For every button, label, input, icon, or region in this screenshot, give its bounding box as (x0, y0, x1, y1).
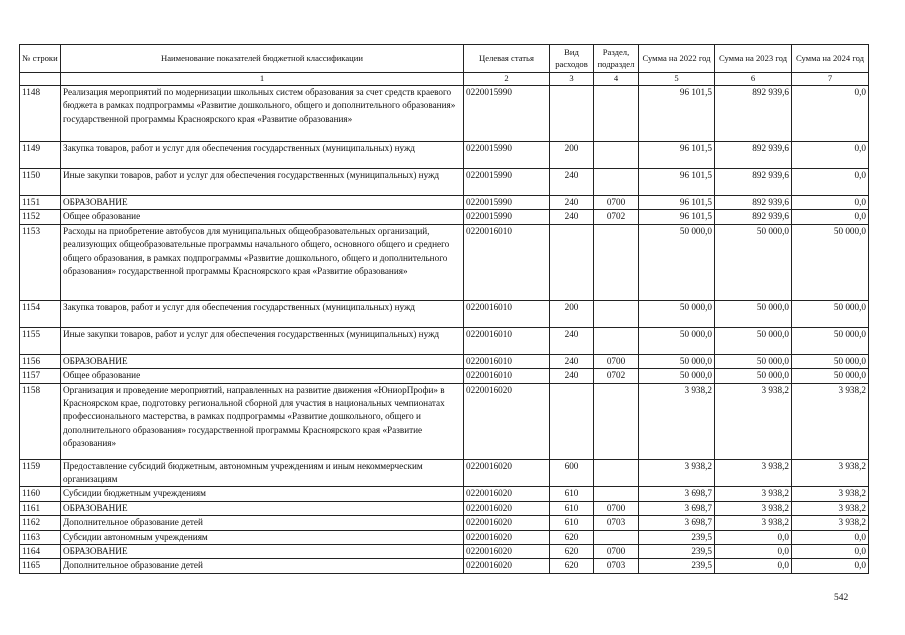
header-name: Наименование показателей бюджетной классификации (61, 45, 464, 73)
row-number: 1157 (20, 369, 61, 383)
row-sum-2023: 50 000,0 (715, 300, 792, 327)
row-target: 0220016010 (464, 369, 550, 383)
row-name: Закупка товаров, работ и услуг для обеспечения государственных (муниципальных) нужд (61, 142, 464, 169)
row-section (594, 86, 639, 142)
header-row (20, 45, 869, 73)
row-sum-2024: 0,0 (792, 86, 869, 142)
table-row (20, 142, 869, 169)
row-name: Закупка товаров, работ и услуг для обеспечения государственных (муниципальных) нужд (61, 300, 464, 327)
column-number: 1 (61, 73, 464, 86)
row-number: 1160 (20, 487, 61, 501)
table-row (20, 169, 869, 196)
column-number: 7 (792, 73, 869, 86)
row-name: Дополнительное образование детей (61, 559, 464, 573)
row-sum-2022: 50 000,0 (639, 300, 715, 327)
table-row (20, 327, 869, 354)
row-target: 0220016010 (464, 327, 550, 354)
row-target: 0220015990 (464, 196, 550, 210)
row-name: Реализация мероприятий по модернизации школьных систем образования за счет средств краевого бюджета в рамках подпрограммы «Развитие дошкольного, общего и дополнительного образования» государственной программы Красноярского края «Развитие образования» (61, 86, 464, 142)
row-number: 1161 (20, 501, 61, 515)
row-sum-2024: 3 938,2 (792, 516, 869, 530)
row-number: 1150 (20, 169, 61, 196)
row-sum-2024: 0,0 (792, 142, 869, 169)
table-row (20, 545, 869, 559)
row-name: Общее образование (61, 210, 464, 224)
row-sum-2023: 3 938,2 (715, 383, 792, 459)
row-target: 0220016010 (464, 354, 550, 368)
budget-table (19, 44, 869, 574)
row-section (594, 530, 639, 544)
row-sum-2023: 50 000,0 (715, 224, 792, 300)
row-expense-type: 620 (550, 545, 594, 559)
row-name: Организация и проведение мероприятий, направленных на развитие движения «ЮниорПрофи» в Красноярском крае, подготовку региональной сборной для участия в национальных чемпионатах профессионального мастерства, в рамках подпрограммы «Развитие дошкольного, общего и дополнительного образования» государственной программы Красноярского края «Развитие образования» (61, 383, 464, 459)
row-number: 1164 (20, 545, 61, 559)
row-sum-2023: 892 939,6 (715, 210, 792, 224)
header-row-no: № строки (20, 45, 61, 73)
table-row (20, 300, 869, 327)
row-section (594, 383, 639, 459)
row-sum-2023: 3 938,2 (715, 487, 792, 501)
header-target: Целевая статья (464, 45, 550, 73)
row-sum-2024: 50 000,0 (792, 354, 869, 368)
row-sum-2022: 50 000,0 (639, 224, 715, 300)
row-sum-2024: 0,0 (792, 210, 869, 224)
row-sum-2024: 0,0 (792, 530, 869, 544)
row-target: 0220016020 (464, 530, 550, 544)
row-sum-2024: 3 938,2 (792, 487, 869, 501)
table-row (20, 369, 869, 383)
row-sum-2024: 3 938,2 (792, 383, 869, 459)
row-name: Дополнительное образование детей (61, 516, 464, 530)
row-sum-2024: 50 000,0 (792, 369, 869, 383)
row-number: 1158 (20, 383, 61, 459)
row-expense-type: 610 (550, 487, 594, 501)
row-sum-2024: 3 938,2 (792, 459, 869, 487)
row-expense-type: 200 (550, 300, 594, 327)
row-sum-2022: 50 000,0 (639, 327, 715, 354)
row-section: 0700 (594, 501, 639, 515)
row-target: 0220016020 (464, 501, 550, 515)
row-expense-type: 600 (550, 459, 594, 487)
row-expense-type: 240 (550, 196, 594, 210)
row-sum-2024: 0,0 (792, 169, 869, 196)
row-expense-type (550, 86, 594, 142)
row-section: 0702 (594, 210, 639, 224)
row-sum-2024: 50 000,0 (792, 224, 869, 300)
row-target: 0220016020 (464, 487, 550, 501)
table-row (20, 224, 869, 300)
table-row (20, 559, 869, 573)
table-row (20, 383, 869, 459)
row-section (594, 459, 639, 487)
table-row (20, 501, 869, 515)
row-sum-2022: 96 101,5 (639, 196, 715, 210)
row-target: 0220016020 (464, 383, 550, 459)
table-row (20, 354, 869, 368)
row-name: ОБРАЗОВАНИЕ (61, 354, 464, 368)
row-number: 1152 (20, 210, 61, 224)
row-section: 0703 (594, 516, 639, 530)
table-row (20, 487, 869, 501)
row-sum-2023: 50 000,0 (715, 327, 792, 354)
column-number: 2 (464, 73, 550, 86)
row-expense-type: 610 (550, 501, 594, 515)
row-target: 0220015990 (464, 210, 550, 224)
header-section: Раздел, подраздел (594, 45, 639, 73)
row-sum-2022: 96 101,5 (639, 169, 715, 196)
row-target: 0220016010 (464, 300, 550, 327)
row-number: 1148 (20, 86, 61, 142)
row-number: 1159 (20, 459, 61, 487)
row-sum-2022: 3 938,2 (639, 383, 715, 459)
row-sum-2023: 3 938,2 (715, 516, 792, 530)
row-expense-type: 610 (550, 516, 594, 530)
row-section: 0700 (594, 354, 639, 368)
row-sum-2023: 50 000,0 (715, 369, 792, 383)
column-number: 3 (550, 73, 594, 86)
row-expense-type: 620 (550, 530, 594, 544)
header-sum-2022: Сумма на 2022 год (639, 45, 715, 73)
row-section: 0700 (594, 196, 639, 210)
row-target: 0220015990 (464, 169, 550, 196)
row-expense-type: 240 (550, 327, 594, 354)
row-section (594, 224, 639, 300)
row-sum-2022: 3 698,7 (639, 487, 715, 501)
row-section: 0703 (594, 559, 639, 573)
row-expense-type: 240 (550, 169, 594, 196)
row-sum-2023: 50 000,0 (715, 354, 792, 368)
column-number (20, 73, 61, 86)
table-row (20, 210, 869, 224)
row-target: 0220016020 (464, 545, 550, 559)
row-expense-type (550, 383, 594, 459)
row-sum-2022: 239,5 (639, 545, 715, 559)
row-sum-2023: 0,0 (715, 559, 792, 573)
row-sum-2023: 892 939,6 (715, 169, 792, 196)
row-name: Общее образование (61, 369, 464, 383)
row-section (594, 300, 639, 327)
row-number: 1162 (20, 516, 61, 530)
row-target: 0220015990 (464, 142, 550, 169)
row-expense-type: 240 (550, 210, 594, 224)
table-row (20, 196, 869, 210)
row-section (594, 169, 639, 196)
row-name: Иные закупки товаров, работ и услуг для обеспечения государственных (муниципальных) нужд (61, 327, 464, 354)
row-target: 0220016020 (464, 459, 550, 487)
row-number: 1156 (20, 354, 61, 368)
row-sum-2023: 892 939,6 (715, 86, 792, 142)
row-section (594, 142, 639, 169)
row-sum-2022: 96 101,5 (639, 142, 715, 169)
row-section: 0700 (594, 545, 639, 559)
row-expense-type (550, 224, 594, 300)
row-number: 1165 (20, 559, 61, 573)
row-expense-type: 200 (550, 142, 594, 169)
header-sum-2023: Сумма на 2023 год (715, 45, 792, 73)
row-name: Субсидии автономным учреждениям (61, 530, 464, 544)
row-number: 1151 (20, 196, 61, 210)
row-sum-2024: 0,0 (792, 545, 869, 559)
row-expense-type: 240 (550, 369, 594, 383)
table-row (20, 459, 869, 487)
row-sum-2024: 50 000,0 (792, 327, 869, 354)
row-target: 0220016010 (464, 224, 550, 300)
row-sum-2023: 3 938,2 (715, 459, 792, 487)
row-sum-2023: 3 938,2 (715, 501, 792, 515)
column-number-row (20, 73, 869, 86)
row-sum-2023: 0,0 (715, 545, 792, 559)
row-number: 1155 (20, 327, 61, 354)
header-expense-type: Вид расходов (550, 45, 594, 73)
row-sum-2023: 0,0 (715, 530, 792, 544)
header-sum-2024: Сумма на 2024 год (792, 45, 869, 73)
column-number: 5 (639, 73, 715, 86)
row-sum-2022: 3 698,7 (639, 516, 715, 530)
row-sum-2022: 239,5 (639, 530, 715, 544)
row-sum-2022: 3 938,2 (639, 459, 715, 487)
row-section (594, 327, 639, 354)
row-sum-2024: 3 938,2 (792, 501, 869, 515)
table-row (20, 516, 869, 530)
row-number: 1153 (20, 224, 61, 300)
table-row (20, 530, 869, 544)
row-sum-2022: 3 698,7 (639, 501, 715, 515)
row-number: 1149 (20, 142, 61, 169)
table-body (20, 86, 869, 574)
row-target: 0220016020 (464, 559, 550, 573)
row-sum-2022: 239,5 (639, 559, 715, 573)
row-sum-2022: 96 101,5 (639, 86, 715, 142)
row-name: Субсидии бюджетным учреждениям (61, 487, 464, 501)
row-sum-2023: 892 939,6 (715, 142, 792, 169)
row-expense-type: 620 (550, 559, 594, 573)
page-number: 542 (834, 593, 849, 603)
row-section: 0702 (594, 369, 639, 383)
row-name: ОБРАЗОВАНИЕ (61, 196, 464, 210)
column-number: 4 (594, 73, 639, 86)
row-sum-2022: 96 101,5 (639, 210, 715, 224)
row-target: 0220015990 (464, 86, 550, 142)
row-name: Расходы на приобретение автобусов для муниципальных общеобразовательных организаций, реализующих общеобразовательные программы начального общего, основного общего и среднего общего образования, в рамках подпрограммы «Развитие дошкольного, общего и дополнительного образования» государственной программы Красноярского края «Развитие образования» (61, 224, 464, 300)
row-section (594, 487, 639, 501)
column-number: 6 (715, 73, 792, 86)
row-number: 1163 (20, 530, 61, 544)
table-row (20, 86, 869, 142)
row-sum-2024: 50 000,0 (792, 300, 869, 327)
row-sum-2022: 50 000,0 (639, 354, 715, 368)
row-sum-2023: 892 939,6 (715, 196, 792, 210)
row-sum-2024: 0,0 (792, 559, 869, 573)
row-target: 0220016020 (464, 516, 550, 530)
row-name: Предоставление субсидий бюджетным, автономным учреждениям и иным некоммерческим организациям (61, 459, 464, 487)
row-name: ОБРАЗОВАНИЕ (61, 501, 464, 515)
row-number: 1154 (20, 300, 61, 327)
row-expense-type: 240 (550, 354, 594, 368)
row-name: Иные закупки товаров, работ и услуг для обеспечения государственных (муниципальных) нужд (61, 169, 464, 196)
row-sum-2022: 50 000,0 (639, 369, 715, 383)
row-sum-2024: 0,0 (792, 196, 869, 210)
row-name: ОБРАЗОВАНИЕ (61, 545, 464, 559)
